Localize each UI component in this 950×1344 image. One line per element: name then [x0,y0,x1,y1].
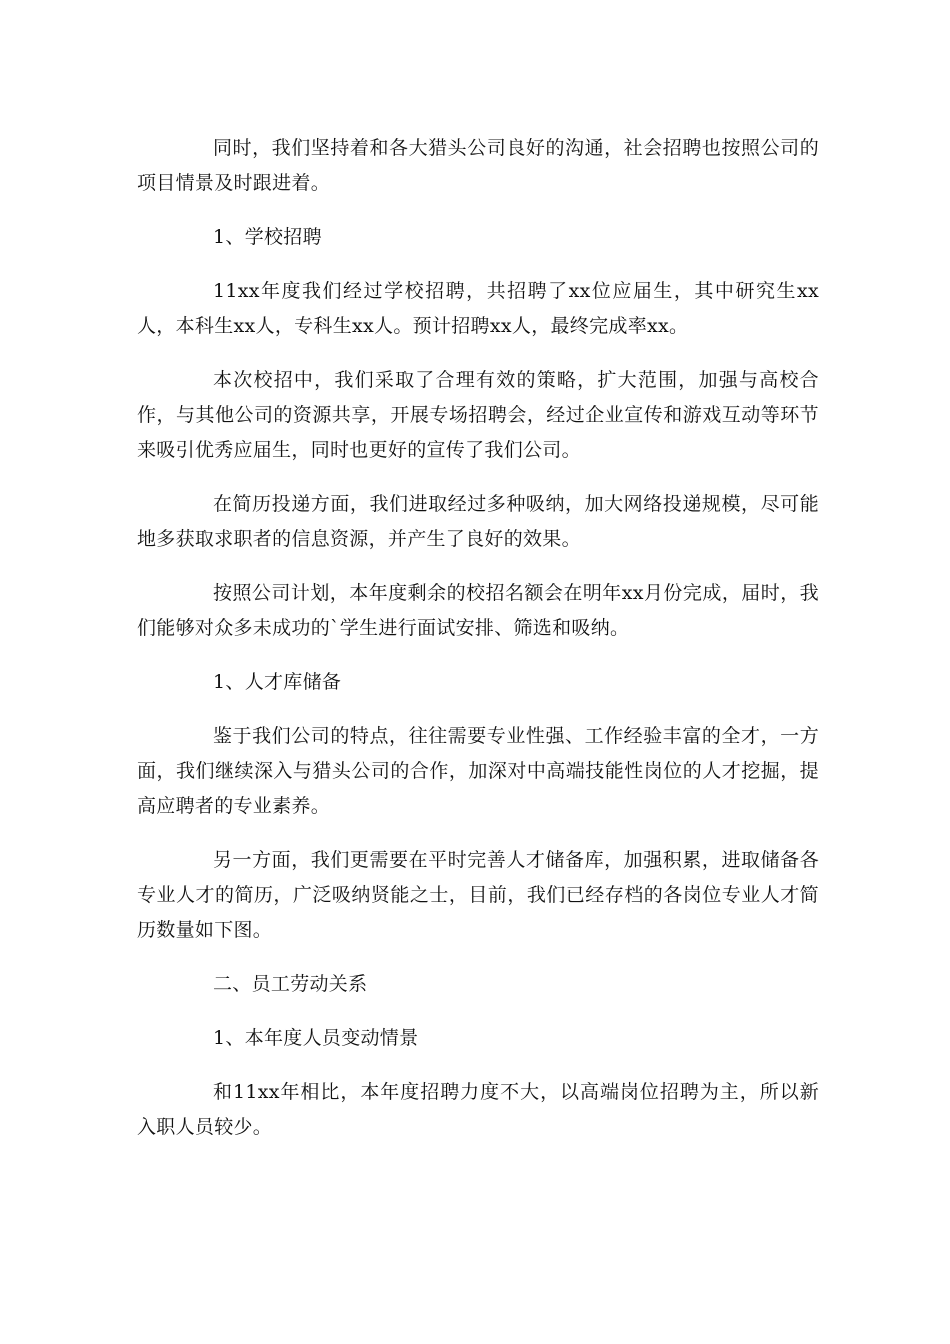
paragraph-social-recruitment: 同时，我们坚持着和各大猎头公司良好的沟通，社会招聘也按照公司的项目情景及时跟进着。 [137,137,819,194]
heading-labor-relations: 二、员工劳动关系 [213,973,368,995]
paragraph-talent-reserve: 另一方面，我们更需要在平时完善人才储备库，加强积累，进取储备各专业人才的简历，广泛吸纳贤能之士，目前，我们已经存档的各岗位专业人才简历数量如下图。 [137,849,819,941]
paragraph-campus-results: 11xx年度我们经过学校招聘，共招聘了xx位应届生，其中研究生xx人，本科生xx人，专科生xx人。预计招聘xx人，最终完成率xx。 [137,280,819,337]
document-body [137,131,819,1164]
paragraph-staff-changes: 和11xx年相比，本年度招聘力度不大，以高端岗位招聘为主，所以新入职人员较少。 [137,1081,819,1138]
paragraph-talent-needs: 鉴于我们公司的特点，往往需要专业性强、工作经验丰富的全才，一方面，我们继续深入与猎头公司的合作，加深对中高端技能性岗位的人才挖掘，提高应聘者的专业素养。 [137,725,819,817]
heading-talent-pool: 1、人才库储备 [213,671,342,693]
paragraph-campus-strategy: 本次校招中，我们采取了合理有效的策略，扩大范围，加强与高校合作，与其他公司的资源共享，开展专场招聘会，经过企业宣传和游戏互动等环节来吸引优秀应届生，同时也更好的宣传了我们公司。 [137,369,819,461]
paragraph-remaining-quota: 按照公司计划，本年度剩余的校招名额会在明年xx月份完成，届时，我们能够对众多未成功的`学生进行面试安排、筛选和吸纳。 [137,582,819,639]
heading-staff-changes: 1、本年度人员变动情景 [213,1027,419,1049]
heading-campus-recruitment: 1、学校招聘 [213,226,322,248]
paragraph-resume-submission: 在简历投递方面，我们进取经过多种吸纳，加大网络投递规模，尽可能地多获取求职者的信息资源，并产生了良好的效果。 [137,493,819,550]
